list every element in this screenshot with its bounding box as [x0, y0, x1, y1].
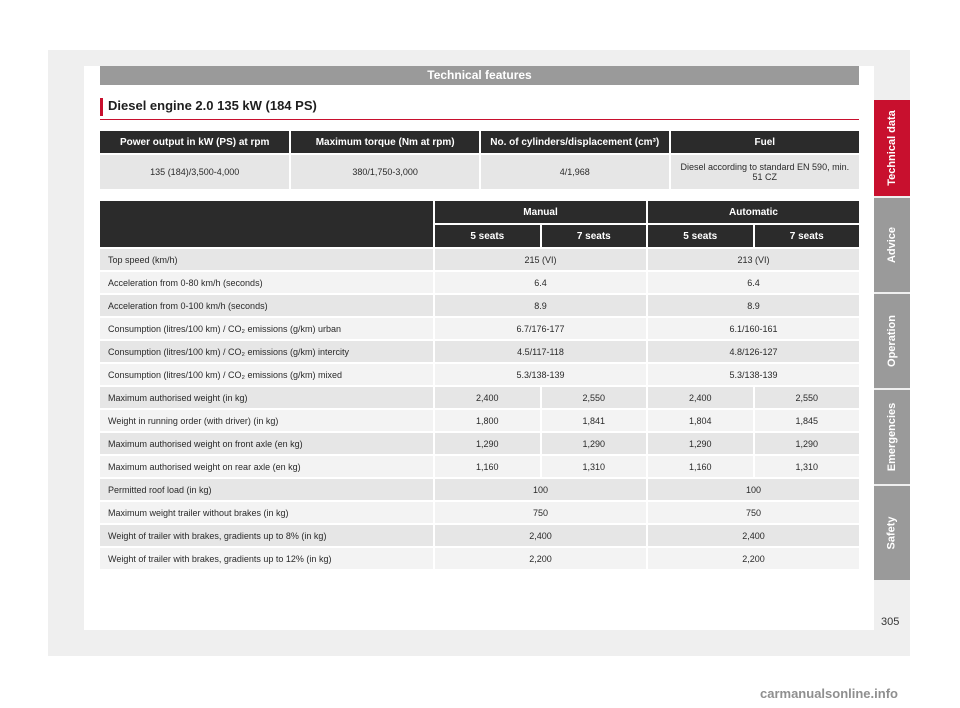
cell-value: 1,800 [435, 410, 539, 431]
row-label: Top speed (km/h) [100, 249, 433, 270]
engine-header-torque: Maximum torque (Nm at rpm) [291, 131, 478, 153]
engine-fuel-value: Diesel according to standard EN 590, min. 51 CZ [671, 155, 859, 189]
manual-value: 4.5/117-118 [435, 341, 646, 362]
automatic-value: 5.3/138-139 [648, 364, 859, 385]
row-label: Acceleration from 0-100 km/h (seconds) [100, 295, 433, 316]
table-row [100, 548, 859, 569]
table-row [100, 341, 859, 362]
cell-value: 1,804 [648, 410, 752, 431]
row-label: Weight of trailer with brakes, gradients up to 12% (in kg) [100, 548, 433, 569]
spec-subheader: 7 seats [755, 225, 860, 247]
spec-subheader: 5 seats [435, 225, 539, 247]
table-row [100, 249, 859, 270]
automatic-value: 100 [648, 479, 859, 500]
row-label: Consumption (litres/100 km) / CO₂ emissions (g/km) intercity [100, 341, 433, 362]
cell-value: 2,550 [542, 387, 646, 408]
spec-header-automatic: Automatic [648, 201, 859, 223]
table-row [100, 502, 859, 523]
automatic-value: 6.4 [648, 272, 859, 293]
automatic-value: 8.9 [648, 295, 859, 316]
cell-value: 1,290 [755, 433, 860, 454]
row-label: Maximum authorised weight on front axle (en kg) [100, 433, 433, 454]
manual-value: 2,400 [435, 525, 646, 546]
automatic-value: 6.1/160-161 [648, 318, 859, 339]
engine-header-fuel: Fuel [671, 131, 859, 153]
spec-table [98, 199, 861, 571]
page-heading: Diesel engine 2.0 135 kW (184 PS) [108, 98, 317, 113]
row-label: Maximum authorised weight (in kg) [100, 387, 433, 408]
manual-value: 2,200 [435, 548, 646, 569]
spec-subheader: 5 seats [648, 225, 752, 247]
row-label: Permitted roof load (in kg) [100, 479, 433, 500]
engine-header-power: Power output in kW (PS) at rpm [100, 131, 289, 153]
row-label: Weight in running order (with driver) (in kg) [100, 410, 433, 431]
engine-table [98, 129, 861, 191]
row-label: Consumption (litres/100 km) / CO₂ emissions (g/km) mixed [100, 364, 433, 385]
side-tab-technical-data[interactable]: Technical data [874, 100, 910, 196]
row-label: Acceleration from 0-80 km/h (seconds) [100, 272, 433, 293]
manual-value: 750 [435, 502, 646, 523]
automatic-value: 750 [648, 502, 859, 523]
manual-value: 5.3/138-139 [435, 364, 646, 385]
engine-torque-value: 380/1,750-3,000 [291, 155, 478, 189]
manual-value: 6.4 [435, 272, 646, 293]
cell-value: 1,290 [648, 433, 752, 454]
automatic-value: 2,400 [648, 525, 859, 546]
row-label: Maximum authorised weight on rear axle (en kg) [100, 456, 433, 477]
table-row [100, 387, 859, 408]
table-row [100, 364, 859, 385]
manual-value: 8.9 [435, 295, 646, 316]
table-row [100, 479, 859, 500]
table-row [100, 433, 859, 454]
manual-value: 6.7/176-177 [435, 318, 646, 339]
cell-value: 1,841 [542, 410, 646, 431]
spec-subheader: 7 seats [542, 225, 646, 247]
cell-value: 2,400 [648, 387, 752, 408]
heading-underline [100, 119, 859, 120]
heading-accent [100, 98, 103, 116]
spec-header-blank [100, 201, 433, 247]
row-label: Weight of trailer with brakes, gradients up to 8% (in kg) [100, 525, 433, 546]
table-row [100, 272, 859, 293]
manual-value: 100 [435, 479, 646, 500]
row-label: Maximum weight trailer without brakes (in kg) [100, 502, 433, 523]
cell-value: 1,290 [542, 433, 646, 454]
cell-value: 1,160 [435, 456, 539, 477]
section-title-bar: Technical features [100, 66, 859, 85]
cell-value: 1,310 [542, 456, 646, 477]
side-tab-nav [874, 100, 910, 582]
row-label: Consumption (litres/100 km) / CO₂ emissions (g/km) urban [100, 318, 433, 339]
table-row [100, 295, 859, 316]
cell-value: 1,160 [648, 456, 752, 477]
cell-value: 1,310 [755, 456, 860, 477]
side-tab-emergencies[interactable]: Emergencies [874, 390, 910, 484]
spec-header-manual: Manual [435, 201, 646, 223]
cell-value: 2,550 [755, 387, 860, 408]
automatic-value: 4.8/126-127 [648, 341, 859, 362]
table-row [100, 318, 859, 339]
table-row [100, 155, 859, 189]
page-number: 305 [881, 616, 900, 628]
engine-cylinders-value: 4/1,968 [481, 155, 669, 189]
watermark: carmanualsonline.info [760, 686, 898, 701]
engine-header-cylinders: No. of cylinders/displacement (cm³) [481, 131, 669, 153]
automatic-value: 213 (VI) [648, 249, 859, 270]
manual-value: 215 (VI) [435, 249, 646, 270]
cell-value: 1,845 [755, 410, 860, 431]
cell-value: 2,400 [435, 387, 539, 408]
table-row [100, 456, 859, 477]
side-tab-advice[interactable]: Advice [874, 198, 910, 292]
automatic-value: 2,200 [648, 548, 859, 569]
side-tab-operation[interactable]: Operation [874, 294, 910, 388]
engine-power-value: 135 (184)/3,500-4,000 [100, 155, 289, 189]
table-row [100, 525, 859, 546]
table-row [100, 410, 859, 431]
side-tab-safety[interactable]: Safety [874, 486, 910, 580]
cell-value: 1,290 [435, 433, 539, 454]
